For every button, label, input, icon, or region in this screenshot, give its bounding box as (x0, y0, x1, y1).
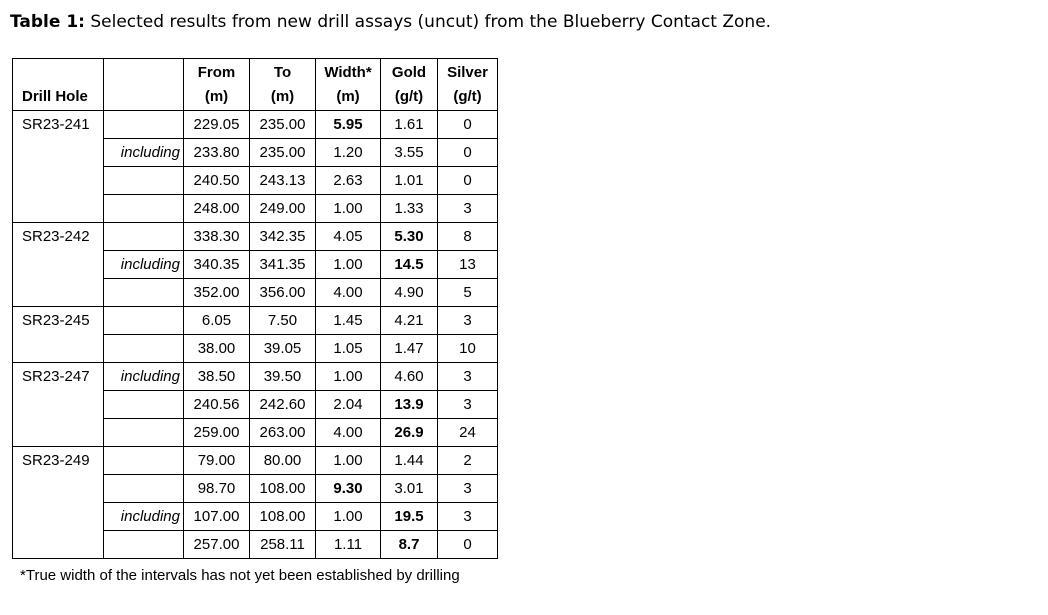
cell-from: 6.05 (184, 307, 250, 335)
cell-silver: 2 (438, 447, 498, 475)
cell-silver: 8 (438, 223, 498, 251)
cell-silver: 3 (438, 307, 498, 335)
header-silver-line1: Silver (447, 63, 488, 81)
cell-to: 242.60 (250, 391, 316, 419)
cell-width: 1.11 (316, 531, 381, 559)
cell-to: 39.50 (250, 363, 316, 391)
cell-silver: 3 (438, 503, 498, 531)
cell-from: 352.00 (184, 279, 250, 307)
cell-to: 39.05 (250, 335, 316, 363)
table-caption-text: Selected results from new drill assays (uncut) from the Blueberry Contact Zone. (90, 12, 772, 32)
cell-gold: 19.5 (381, 503, 438, 531)
cell-drill-hole: SR23-245 (13, 307, 104, 363)
cell-gold: 1.33 (381, 195, 438, 223)
header-qualifier-line2 (104, 85, 183, 109)
table-body (13, 111, 498, 559)
cell-gold: 26.9 (381, 419, 438, 447)
cell-qualifier (104, 447, 184, 475)
header-from-line1: From (197, 63, 236, 81)
assay-results-table (12, 58, 498, 559)
header-qualifier-line1 (104, 61, 183, 85)
cell-to: 235.00 (250, 139, 316, 167)
cell-drill-hole: SR23-242 (13, 223, 104, 307)
cell-silver: 3 (438, 475, 498, 503)
cell-silver: 13 (438, 251, 498, 279)
cell-qualifier (104, 279, 184, 307)
header-width (316, 59, 381, 111)
cell-qualifier (104, 167, 184, 195)
cell-width: 2.04 (316, 391, 381, 419)
cell-from: 38.50 (184, 363, 250, 391)
cell-from: 259.00 (184, 419, 250, 447)
cell-qualifier (104, 223, 184, 251)
cell-width: 9.30 (316, 475, 381, 503)
cell-qualifier (104, 391, 184, 419)
header-hole-line1 (13, 61, 103, 85)
cell-width: 1.20 (316, 139, 381, 167)
header-row (13, 59, 498, 111)
cell-qualifier: including (104, 503, 184, 531)
cell-to: 243.13 (250, 167, 316, 195)
cell-width: 4.00 (316, 279, 381, 307)
header-gold-line1: Gold (391, 63, 427, 81)
table-row (13, 307, 498, 335)
cell-width: 1.00 (316, 195, 381, 223)
table-caption-label: Table 1: (10, 12, 85, 32)
cell-gold: 4.21 (381, 307, 438, 335)
cell-to: 258.11 (250, 531, 316, 559)
cell-width: 4.05 (316, 223, 381, 251)
cell-width: 1.05 (316, 335, 381, 363)
cell-silver: 24 (438, 419, 498, 447)
cell-width: 5.95 (316, 111, 381, 139)
cell-from: 38.00 (184, 335, 250, 363)
cell-width: 1.45 (316, 307, 381, 335)
cell-to: 341.35 (250, 251, 316, 279)
cell-to: 356.00 (250, 279, 316, 307)
cell-silver: 5 (438, 279, 498, 307)
cell-from: 257.00 (184, 531, 250, 559)
cell-from: 248.00 (184, 195, 250, 223)
cell-gold: 4.60 (381, 363, 438, 391)
cell-silver: 3 (438, 391, 498, 419)
cell-width: 1.00 (316, 447, 381, 475)
cell-to: 7.50 (250, 307, 316, 335)
cell-width: 1.00 (316, 503, 381, 531)
header-qualifier (104, 59, 184, 111)
cell-gold: 1.47 (381, 335, 438, 363)
cell-qualifier (104, 111, 184, 139)
table-row (13, 363, 498, 391)
cell-drill-hole: SR23-241 (13, 111, 104, 223)
cell-to: 342.35 (250, 223, 316, 251)
cell-silver: 10 (438, 335, 498, 363)
cell-width: 4.00 (316, 419, 381, 447)
header-width-line2: (m) (336, 87, 360, 105)
header-to-line1: To (273, 63, 292, 81)
cell-to: 80.00 (250, 447, 316, 475)
cell-from: 229.05 (184, 111, 250, 139)
cell-from: 233.80 (184, 139, 250, 167)
cell-from: 240.50 (184, 167, 250, 195)
cell-from: 340.35 (184, 251, 250, 279)
cell-to: 235.00 (250, 111, 316, 139)
header-to (250, 59, 316, 111)
cell-width: 1.00 (316, 251, 381, 279)
cell-to: 263.00 (250, 419, 316, 447)
cell-silver: 0 (438, 139, 498, 167)
cell-gold: 3.55 (381, 139, 438, 167)
header-gold (381, 59, 438, 111)
cell-gold: 4.90 (381, 279, 438, 307)
table-header (13, 59, 498, 111)
cell-qualifier: including (104, 139, 184, 167)
cell-from: 338.30 (184, 223, 250, 251)
cell-from: 240.56 (184, 391, 250, 419)
table-row (13, 111, 498, 139)
cell-drill-hole: SR23-247 (13, 363, 104, 447)
cell-to: 108.00 (250, 475, 316, 503)
cell-qualifier (104, 307, 184, 335)
cell-qualifier: including (104, 363, 184, 391)
cell-gold: 5.30 (381, 223, 438, 251)
header-silver (438, 59, 498, 111)
cell-silver: 0 (438, 531, 498, 559)
cell-gold: 14.5 (381, 251, 438, 279)
cell-to: 249.00 (250, 195, 316, 223)
cell-drill-hole: SR23-249 (13, 447, 104, 559)
cell-silver: 0 (438, 167, 498, 195)
header-from (184, 59, 250, 111)
cell-qualifier (104, 335, 184, 363)
cell-gold: 3.01 (381, 475, 438, 503)
table-caption (10, 11, 771, 33)
cell-silver: 3 (438, 363, 498, 391)
cell-gold: 1.61 (381, 111, 438, 139)
table-row (13, 223, 498, 251)
cell-gold: 8.7 (381, 531, 438, 559)
cell-to: 108.00 (250, 503, 316, 531)
cell-qualifier (104, 195, 184, 223)
cell-silver: 0 (438, 111, 498, 139)
cell-gold: 1.44 (381, 447, 438, 475)
cell-from: 107.00 (184, 503, 250, 531)
header-from-line2: (m) (204, 87, 229, 105)
header-silver-line2: (g/t) (453, 87, 482, 105)
cell-qualifier (104, 419, 184, 447)
cell-width: 1.00 (316, 363, 381, 391)
header-width-line1: Width* (324, 63, 372, 81)
cell-from: 98.70 (184, 475, 250, 503)
cell-silver: 3 (438, 195, 498, 223)
header-hole (13, 59, 104, 111)
table-row (13, 447, 498, 475)
header-to-line2: (m) (270, 87, 295, 105)
cell-qualifier (104, 531, 184, 559)
cell-width: 2.63 (316, 167, 381, 195)
cell-gold: 13.9 (381, 391, 438, 419)
cell-qualifier (104, 475, 184, 503)
footnote: *True width of the intervals has not yet been established by drilling (20, 567, 460, 584)
cell-qualifier: including (104, 251, 184, 279)
header-gold-line2: (g/t) (394, 87, 424, 105)
header-hole-line2: Drill Hole (22, 87, 88, 105)
cell-from: 79.00 (184, 447, 250, 475)
cell-gold: 1.01 (381, 167, 438, 195)
